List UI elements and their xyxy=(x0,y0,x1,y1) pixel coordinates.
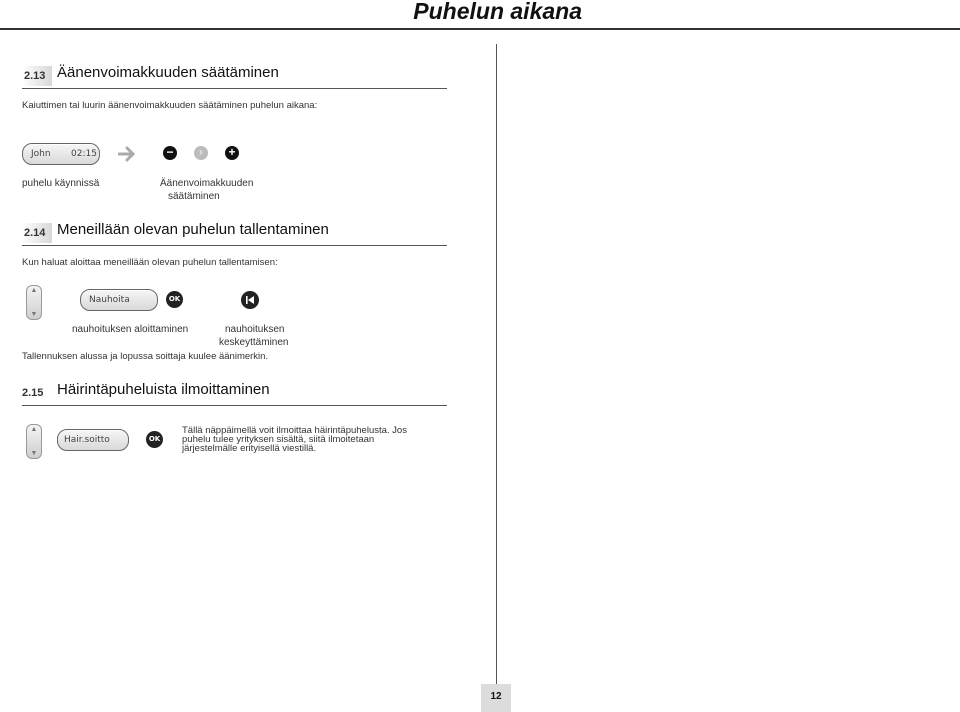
navigator-key[interactable] xyxy=(26,424,42,459)
caption-stop-2: keskeyttäminen xyxy=(219,337,289,348)
arrow-right-icon xyxy=(118,146,138,162)
nav-down-icon: ▼ xyxy=(30,450,38,457)
caption-stop-1: nauhoituksen xyxy=(225,324,285,335)
nav-up-icon: ▲ xyxy=(30,426,38,433)
recording-note: Tallennuksen alussa ja lopussa soittaja kuulee äänimerkin. xyxy=(22,351,269,362)
harassment-desc-2: puhelu tulee yrityksen sisältä, siitä ilmoitetaan xyxy=(182,434,375,445)
section-heading-2-14 xyxy=(22,223,447,246)
stop-recording-button[interactable] xyxy=(241,291,259,309)
section-heading-2-13 xyxy=(22,66,447,89)
section-number: 2.13 xyxy=(22,66,52,86)
skip-back-icon xyxy=(241,291,259,309)
nav-down-icon: ▼ xyxy=(30,311,38,318)
section-intro: Kaiuttimen tai luurin äänenvoimakkuuden säätäminen puhelun aikana: xyxy=(22,100,318,111)
page-header-title: Puhelun aikana xyxy=(413,0,582,24)
speaker-icon: )) xyxy=(194,146,208,160)
nav-up-icon: ▲ xyxy=(30,287,38,294)
page-number: 12 xyxy=(481,684,511,712)
section-intro: Kun haluat aloittaa meneillään olevan puhelun tallentamisen: xyxy=(22,257,278,268)
call-timer: 02:15 xyxy=(71,149,97,159)
record-softkey[interactable] xyxy=(80,289,158,311)
caption-volume-1: Äänenvoimakkuuden xyxy=(160,178,254,189)
section-number: 2.15 xyxy=(22,387,44,399)
ok-button[interactable]: OK xyxy=(146,431,163,448)
navigator-key[interactable] xyxy=(26,285,42,320)
caption-start-recording: nauhoituksen aloittaminen xyxy=(72,324,189,335)
section-title: Häirintäpuheluista ilmoittaminen xyxy=(57,381,270,398)
volume-down-button[interactable]: − xyxy=(163,146,177,160)
volume-up-button[interactable]: + xyxy=(225,146,239,160)
section-number: 2.14 xyxy=(22,223,52,243)
caller-name: John xyxy=(31,149,51,159)
harassment-softkey-label: Hair.soitto xyxy=(64,435,110,445)
header-rule xyxy=(0,28,960,30)
phone-display xyxy=(22,143,100,165)
caption-call-active: puhelu käynnissä xyxy=(22,178,100,189)
caption-volume-2: säätäminen xyxy=(168,191,220,202)
section-title: Meneillään olevan puhelun tallentaminen xyxy=(57,221,329,238)
harassment-softkey[interactable] xyxy=(57,429,129,451)
record-softkey-label: Nauhoita xyxy=(89,295,130,305)
section-heading-2-15 xyxy=(22,383,447,406)
column-divider xyxy=(496,44,497,712)
harassment-desc-1: Tällä näppäimellä voit ilmoittaa häirintäpuhelusta. Jos xyxy=(182,425,407,436)
ok-button[interactable]: OK xyxy=(166,291,183,308)
section-title: Äänenvoimakkuuden säätäminen xyxy=(57,64,279,81)
harassment-desc-3: järjestelmälle erityisellä viestillä. xyxy=(182,443,317,454)
